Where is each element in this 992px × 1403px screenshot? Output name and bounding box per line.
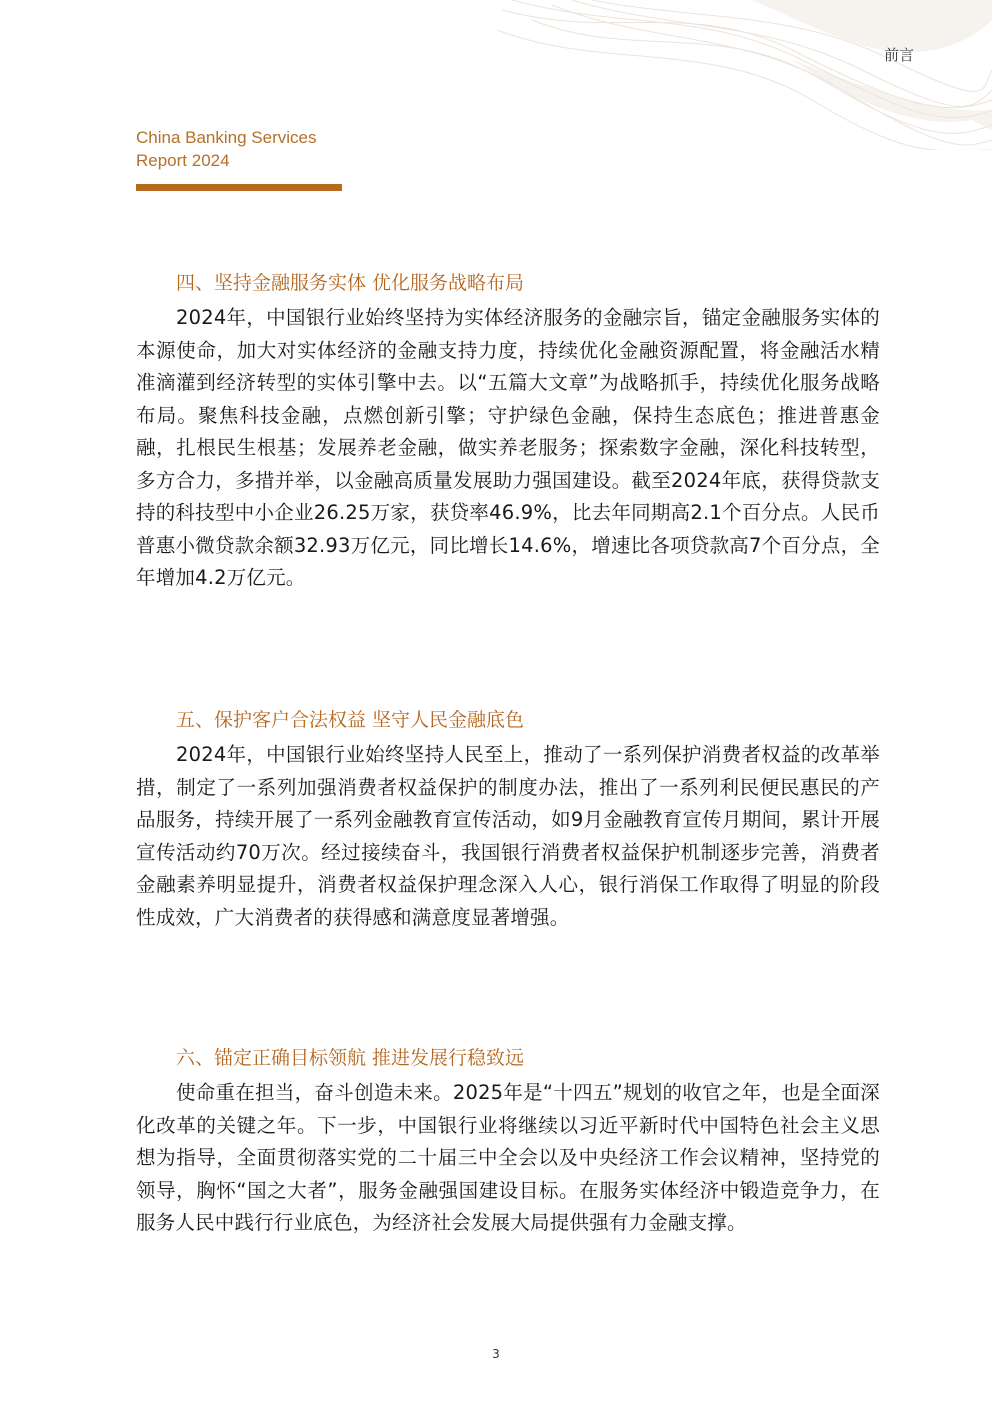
section-6 — [136, 1043, 880, 1240]
section-5 — [136, 705, 880, 934]
section-body: 2024年，中国银行业始终坚持为实体经济服务的金融宗旨，锚定金融服务实体的本源使命，加大对实体经济的金融支持力度，持续优化金融资源配置，将金融活水精准滴灌到经济转型的实体引擎中去。以“五篇大文章”为战略抓手，持续优化服务战略布局。聚焦科技金融，点燃创新引擎；守护绿色金融，保持生态底色；推进普惠金融，扎根民生根基；发展养老金融，做实养老服务；探索数字金融，深化科技转型，多方合力，多措并举，以金融高质量发展助力强国建设。截至2024年底，获得贷款支持的科技型中小企业26.25万家，获贷率46.9%，比去年同期高2.1个百分点。人民币普惠小微贷款余额32.93万亿元，同比增长14.6%，增速比各项贷款高7个百分点，全年增加4.2万亿元。 — [136, 306, 880, 589]
header-section-label: 前言 — [884, 46, 915, 64]
brand-title-line2: Report 2024 — [136, 151, 230, 170]
page-number: 3 — [492, 1347, 500, 1361]
section-4 — [136, 268, 880, 595]
decorative-wave-graphic — [492, 0, 992, 150]
section-heading: 四、坚持金融服务实体 优化服务战略布局 — [176, 272, 525, 294]
section-body: 使命重在担当，奋斗创造未来。2025年是“十四五”规划的收官之年，也是全面深化改革的关键之年。下一步，中国银行业将继续以习近平新时代中国特色社会主义思想为指导，全面贯彻落实党的二十届三中全会以及中央经济工作会议精神，坚持党的领导，胸怀“国之大者”，服务金融强国建设目标。在服务实体经济中锻造竞争力，在服务人民中践行行业底色，为经济社会发展大局提供强有力金融支撑。 — [136, 1081, 880, 1234]
brand-title-line1: China Banking Services — [136, 128, 317, 147]
section-heading: 五、保护客户合法权益 坚守人民金融底色 — [176, 709, 525, 731]
section-heading: 六、锚定正确目标领航 推进发展行稳致远 — [176, 1047, 525, 1069]
brand-accent-bar — [136, 184, 342, 191]
section-body: 2024年，中国银行业始终坚持人民至上，推动了一系列保护消费者权益的改革举措，制定了一系列加强消费者权益保护的制度办法，推出了一系列利民便民惠民的产品服务，持续开展了一系列金融教育宣传活动，如9月金融教育宣传月期间，累计开展宣传活动约70万次。经过接续奋斗，我国银行消费者权益保护机制逐步完善，消费者金融素养明显提升，消费者权益保护理念深入人心，银行消保工作取得了明显的阶段性成效，广大消费者的获得感和满意度显著增强。 — [136, 743, 880, 929]
report-brand — [136, 126, 316, 172]
